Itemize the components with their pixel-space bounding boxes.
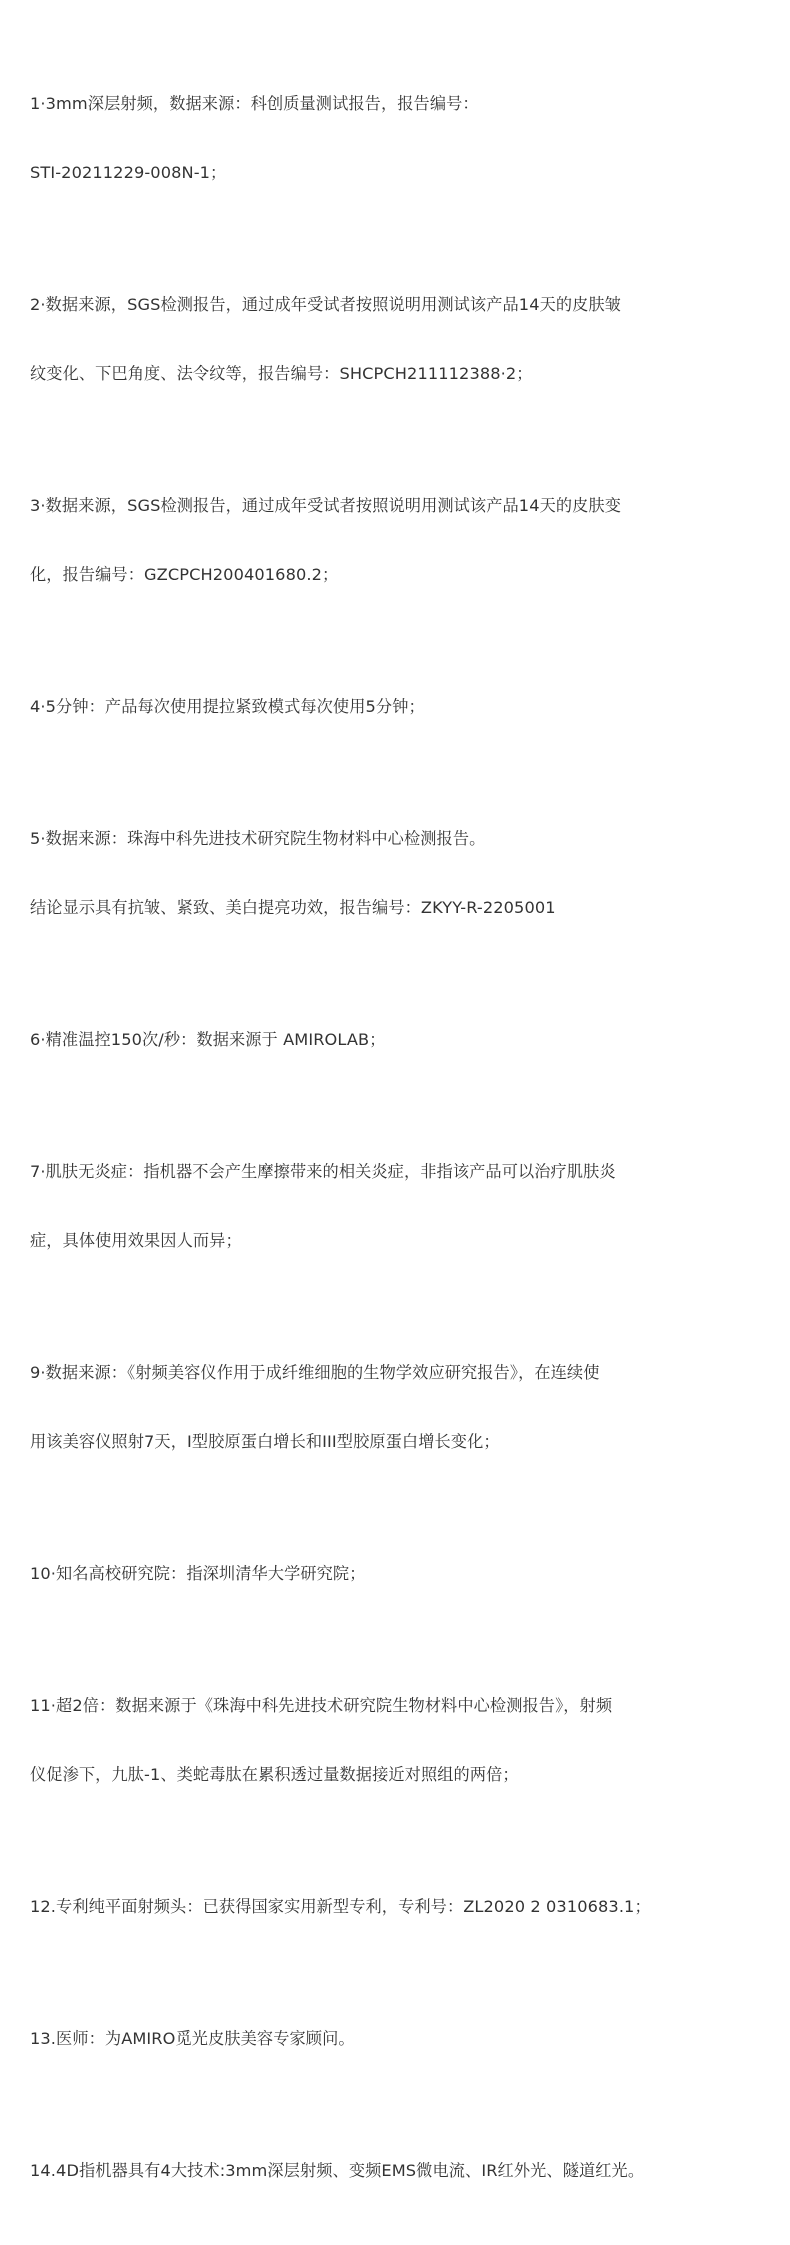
footnote-line: 12.专利纯平面射频头：已获得国家实用新型专利，专利号：ZL2020 2 0310683.1； (30, 1897, 651, 1916)
footnote-line: 13.医师：为AMIRO觅光皮肤美容专家顾问。 (30, 2029, 355, 2048)
footnote-line: 9·数据来源：《射频美容仪作用于成纤维细胞的生物学效应研究报告》，在连续使 (30, 1363, 600, 1382)
footnote-line: 2·数据来源，SGS检测报告，通过成年受试者按照说明用测试该产品14天的皮肤皱 (30, 295, 622, 314)
footnote-line: 5·数据来源：珠海中科先进技术研究院生物材料中心检测报告。 (30, 829, 486, 848)
footnote-line: 11·超2倍：数据来源于《珠海中科先进技术研究院生物材料中心检测报告》，射频 (30, 1696, 613, 1715)
footnote-line: 1·3mm深层射频，数据来源：科创质量测试报告，报告编号： (30, 94, 479, 113)
footnote-4 (30, 649, 758, 764)
footnote-14 (30, 2113, 758, 2228)
footnote-line: 4·5分钟：产品每次使用提拉紧致模式每次使用5分钟； (30, 697, 425, 716)
footnote-line: 用该美容仪照射7天，I型胶原蛋白增长和III型胶原蛋白增长变化； (30, 1432, 500, 1451)
footnote-10 (30, 1516, 758, 1631)
footnote-line: 3·数据来源，SGS检测报告，通过成年受试者按照说明用测试该产品14天的皮肤变 (30, 496, 622, 515)
footnote-line: 10·知名高校研究院：指深圳清华大学研究院； (30, 1564, 366, 1583)
footnote-line: 仪促渗下，九肽-1、类蛇毒肽在累积透过量数据接近对照组的两倍； (30, 1765, 519, 1784)
footnote-line: 14.4D指机器具有4大技术:3mm深层射频、变频EMS微电流、IR红外光、隧道红光。 (30, 2161, 645, 2180)
footnote-5 (30, 781, 758, 965)
footnote-line: 纹变化、下巴角度、法令纹等，报告编号：SHCPCH211112388·2； (30, 364, 533, 383)
footnote-line: 化，报告编号：GZCPCH200401680.2； (30, 565, 339, 584)
footnote-12 (30, 1849, 758, 1964)
footnote-line: 症，具体使用效果因人而异； (30, 1231, 242, 1250)
footnote-line: 6·精准温控150次/秒：数据来源于 AMIROLAB； (30, 1030, 386, 1049)
footnote-3 (30, 448, 758, 632)
footnote-line: STI-20211229-008N-1； (30, 163, 227, 182)
footnote-7 (30, 1114, 758, 1298)
footnote-line: 结论显示具有抗皱、紧致、美白提亮功效，报告编号：ZKYY-R-2205001 (30, 898, 556, 917)
footnote-11 (30, 1648, 758, 1832)
footnote-6 (30, 982, 758, 1097)
footnote-9 (30, 1315, 758, 1499)
footnote-2 (30, 247, 758, 431)
footnote-line: 7·肌肤无炎症：指机器不会产生摩擦带来的相关炎症，非指该产品可以治疗肌肤炎 (30, 1162, 616, 1181)
footnote-13 (30, 1981, 758, 2096)
footnotes-list (30, 46, 758, 2245)
footnote-1 (30, 46, 758, 230)
